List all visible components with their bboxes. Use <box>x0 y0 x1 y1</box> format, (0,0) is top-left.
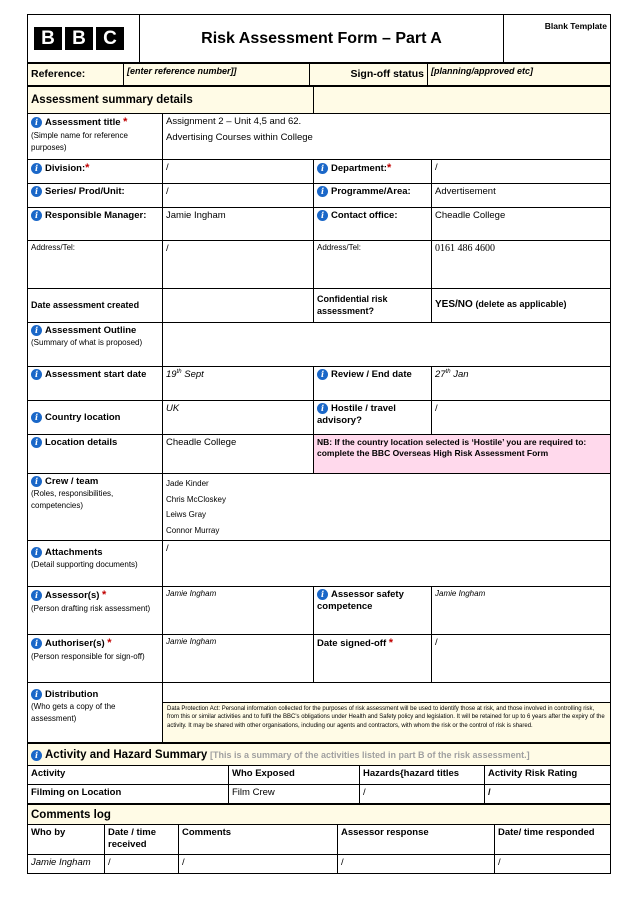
crew-member: Chris McCloskey <box>166 494 227 504</box>
programme-label: Programme/Area: <box>331 186 411 198</box>
required-asterisk: * <box>107 637 112 650</box>
section-heading-summary: Assessment summary details <box>28 87 314 114</box>
column-header: Who by <box>28 825 105 855</box>
distribution-label: Distribution <box>45 689 99 701</box>
hostile-location-note: NB: If the country location selected is ‘Hostile’ you are required to: complete the BBC Overseas High Risk Assessment Form <box>314 435 611 474</box>
crew-member: Connor Murray <box>166 525 220 535</box>
field-help: (Person drafting risk assessment) <box>31 604 151 614</box>
telephone-input[interactable]: 0161 486 4600 <box>432 241 611 289</box>
risk-rating-cell[interactable]: / <box>485 785 611 804</box>
logo-letter: B <box>65 27 93 50</box>
reference-label: Reference: <box>28 64 124 86</box>
date-received-cell[interactable]: / <box>105 855 179 874</box>
authoriser-input[interactable]: Jamie Ingham <box>163 635 314 683</box>
series-input[interactable]: / <box>163 184 314 208</box>
date-signed-input[interactable]: / <box>432 635 611 683</box>
info-icon: i <box>31 210 42 221</box>
field-help: (Who gets a copy of the assessment) <box>31 702 116 724</box>
column-header: Who Exposed <box>229 766 360 785</box>
info-icon: i <box>31 369 42 380</box>
date-created-input[interactable] <box>163 289 314 323</box>
info-icon: i <box>317 369 328 380</box>
date-created-label: Date assessment created <box>28 289 163 323</box>
info-icon: i <box>317 163 328 174</box>
risk-assessment-form <box>27 14 610 874</box>
page-title: Risk Assessment Form – Part A <box>140 15 504 63</box>
info-icon: i <box>31 590 42 601</box>
assessment-summary-table <box>27 86 611 743</box>
start-date-input[interactable]: 19th Sept <box>163 367 314 401</box>
column-header: Date/ time responded <box>495 825 611 855</box>
column-header: Activity <box>28 766 229 785</box>
country-label: Country location <box>45 411 121 423</box>
hostile-input[interactable]: / <box>432 401 611 435</box>
info-icon: i <box>31 547 42 558</box>
info-icon: i <box>317 186 328 197</box>
column-header: Date / time received <box>105 825 179 855</box>
activity-hazard-table <box>27 743 611 804</box>
reference-row <box>27 63 611 86</box>
data-protection-notice: Data Protection Act: Personal information collected for the purposes of risk assessment will be used to identify those at risk, and those involved in controlling risk, from this or similar activities and to fulfil the BBC's obligations under Health and Safety policy and legislation. It will be retained for up to 6 years after the expiry of the activity. It may be shared with other organisations, including our agents and contractors, with whom the risk or the control of risk is shared. <box>163 702 610 742</box>
address2-label: Address/Tel: <box>314 241 432 289</box>
info-icon: i <box>31 437 42 448</box>
department-input[interactable]: / <box>432 160 611 184</box>
info-icon: i <box>31 117 42 128</box>
info-icon: i <box>31 750 42 761</box>
column-header: Activity Risk Rating <box>485 766 611 785</box>
authoriser-label: Authoriser(s) <box>45 638 105 650</box>
responsible-manager-input[interactable]: Jamie Ingham <box>163 208 314 241</box>
division-input[interactable]: / <box>163 160 314 184</box>
logo-letter: C <box>96 27 124 50</box>
signoff-status-label: Sign-off status <box>310 64 428 86</box>
assessor-safety-input[interactable]: Jamie Ingham <box>432 587 611 635</box>
contact-office-label: Contact office: <box>331 210 398 222</box>
department-label: Department: <box>331 163 387 174</box>
country-input[interactable]: UK <box>163 401 314 435</box>
comments-cell[interactable]: / <box>179 855 338 874</box>
required-asterisk: * <box>388 637 394 650</box>
address-input[interactable]: / <box>163 241 314 289</box>
table-row <box>28 785 611 804</box>
info-icon: i <box>31 476 42 487</box>
field-help: (Simple name for reference purposes) <box>31 130 128 152</box>
column-header: Hazards{hazard titles <box>360 766 485 785</box>
assessment-title-label-cell: i Assessment title * (Simple name for reference purposes) <box>28 114 163 160</box>
info-icon: i <box>317 210 328 221</box>
field-help: (Detail supporting documents) <box>31 560 138 570</box>
location-input[interactable]: Cheadle College <box>163 435 314 474</box>
who-by-cell[interactable]: Jamie Ingham <box>28 855 105 874</box>
contact-office-input[interactable]: Cheadle College <box>432 208 611 241</box>
info-icon: i <box>31 163 42 174</box>
logo-letter: B <box>34 27 62 50</box>
attachments-input[interactable]: / <box>163 541 611 587</box>
date-signed-label: Date signed-off <box>317 638 387 650</box>
bbc-logo <box>34 27 136 50</box>
info-icon: i <box>31 638 42 649</box>
crew-input[interactable] <box>163 474 611 541</box>
required-asterisk: * <box>102 589 107 602</box>
assessment-title-input[interactable]: Assignment 2 – Unit 4,5 and 62. Advertising Courses within College <box>163 114 611 160</box>
attachments-label: Attachments <box>45 547 103 559</box>
template-label: Blank Template <box>504 15 611 63</box>
signoff-status-input[interactable]: [planning/approved etc] <box>428 64 611 86</box>
crew-member: Jade Kinder <box>166 479 209 488</box>
outline-input[interactable] <box>163 323 611 367</box>
assessor-safety-label: Assessor safety competence <box>317 589 404 613</box>
info-icon: i <box>31 325 42 336</box>
hazards-cell[interactable]: / <box>360 785 485 804</box>
comments-log-table <box>27 804 611 874</box>
series-label: Series/ Prod/Unit: <box>45 186 125 198</box>
outline-label: Assessment Outline <box>45 325 137 337</box>
info-icon: i <box>31 412 42 423</box>
column-header: Comments <box>179 825 338 855</box>
section-heading-comments: Comments log <box>28 805 611 825</box>
hostile-label: Hostile / travel advisory? <box>317 403 396 426</box>
section-heading-activity: Activity and Hazard Summary <box>45 748 208 761</box>
required-asterisk: * <box>85 162 90 174</box>
date-responded-cell[interactable]: / <box>495 855 611 874</box>
location-label: Location details <box>45 437 118 449</box>
assessor-input[interactable]: Jamie Ingham <box>163 587 314 635</box>
responsible-manager-label: Responsible Manager: <box>45 210 147 222</box>
form-header <box>27 14 611 63</box>
info-icon: i <box>31 186 42 197</box>
column-header: Assessor response <box>338 825 495 855</box>
reference-input[interactable]: [enter reference number]] <box>124 64 310 86</box>
required-asterisk: * <box>386 162 392 174</box>
field-help: (Summary of what is proposed) <box>31 337 143 347</box>
crew-label: Crew / team <box>45 476 99 488</box>
required-asterisk: * <box>123 116 128 128</box>
division-label: Division: <box>45 163 86 174</box>
address-label: Address/Tel: <box>28 241 163 289</box>
field-help: (Person responsible for sign-off) <box>31 652 145 662</box>
review-date-label: Review / End date <box>331 369 412 381</box>
start-date-label: Assessment start date <box>45 369 147 381</box>
review-date-input[interactable]: 27th Jan <box>432 367 611 401</box>
info-icon: i <box>317 403 328 414</box>
field-help: (Roles, responsibilities, competencies) <box>31 488 114 510</box>
assessor-response-cell[interactable]: / <box>338 855 495 874</box>
who-exposed-cell[interactable]: Film Crew <box>229 785 360 804</box>
activity-cell[interactable]: Filming on Location <box>28 785 229 804</box>
programme-input[interactable]: Advertisement <box>432 184 611 208</box>
distribution-input[interactable] <box>163 683 610 702</box>
info-icon: i <box>31 689 42 700</box>
info-icon: i <box>317 589 328 600</box>
confidential-select[interactable]: YES/NO (delete as applicable) <box>432 289 611 323</box>
table-row <box>28 855 611 874</box>
crew-member: Leiws Gray <box>166 510 207 520</box>
assessor-label: Assessor(s) <box>45 590 100 602</box>
activity-note: [This is a summary of the activities listed in part B of the risk assessment.] <box>209 749 530 760</box>
confidential-label: Confidential risk assessment? <box>314 289 432 323</box>
